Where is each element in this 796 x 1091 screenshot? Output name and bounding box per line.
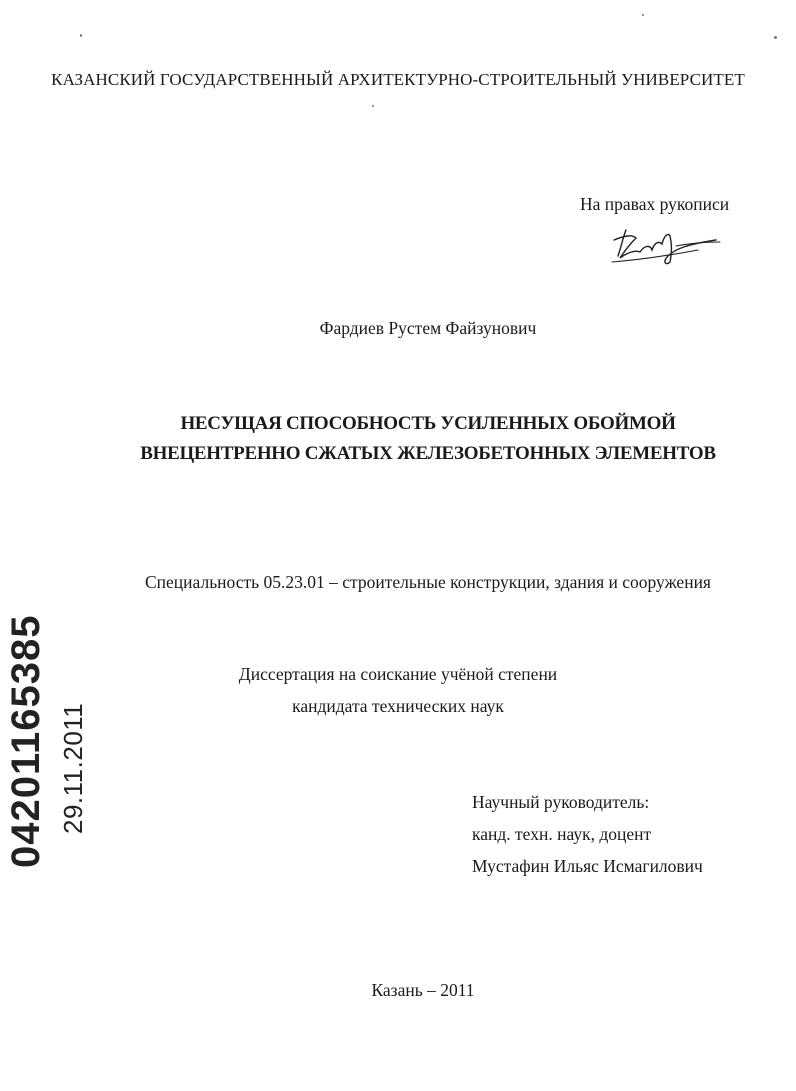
city-year: Казань – 2011 xyxy=(371,980,475,1000)
scan-speck xyxy=(80,34,82,37)
specialty-line: Специальность 05.23.01 – строительные конструкции, здания и сооружения xyxy=(145,572,711,592)
scan-speck xyxy=(774,36,777,39)
thesis-title-line-1: НЕСУЩАЯ СПОСОБНОСТЬ УСИЛЕННЫХ ОБОЙМОЙ xyxy=(180,413,676,434)
dissertation-line-1: Диссертация на соискание учёной степени xyxy=(238,664,558,684)
dissertation-line-2: кандидата технических наук xyxy=(292,696,504,716)
university-name: КАЗАНСКИЙ ГОСУДАРСТВЕННЫЙ АРХИТЕКТУРНО-СТРОИТЕЛЬНЫЙ УНИВЕРСИТЕТ xyxy=(51,70,745,89)
scan-speck xyxy=(372,105,374,107)
scan-speck xyxy=(642,14,644,16)
supervisor-name: Мустафин Ильяс Исмагилович xyxy=(472,856,703,876)
supervisor-label: Научный руководитель: xyxy=(472,792,650,812)
library-stamp-date: 29.11.2011 xyxy=(58,702,88,834)
thesis-title-line-2: ВНЕЦЕНТРЕННО СЖАТЫХ ЖЕЛЕЗОБЕТОННЫХ ЭЛЕМЕНТОВ xyxy=(140,443,716,464)
library-stamp-number: 04201165385 xyxy=(4,614,48,868)
supervisor-degree: канд. техн. наук, доцент xyxy=(472,824,652,844)
handwritten-signature xyxy=(606,222,724,270)
manuscript-rights-note: На правах рукописи xyxy=(580,194,730,214)
author-name: Фардиев Рустем Файзунович xyxy=(319,318,537,338)
